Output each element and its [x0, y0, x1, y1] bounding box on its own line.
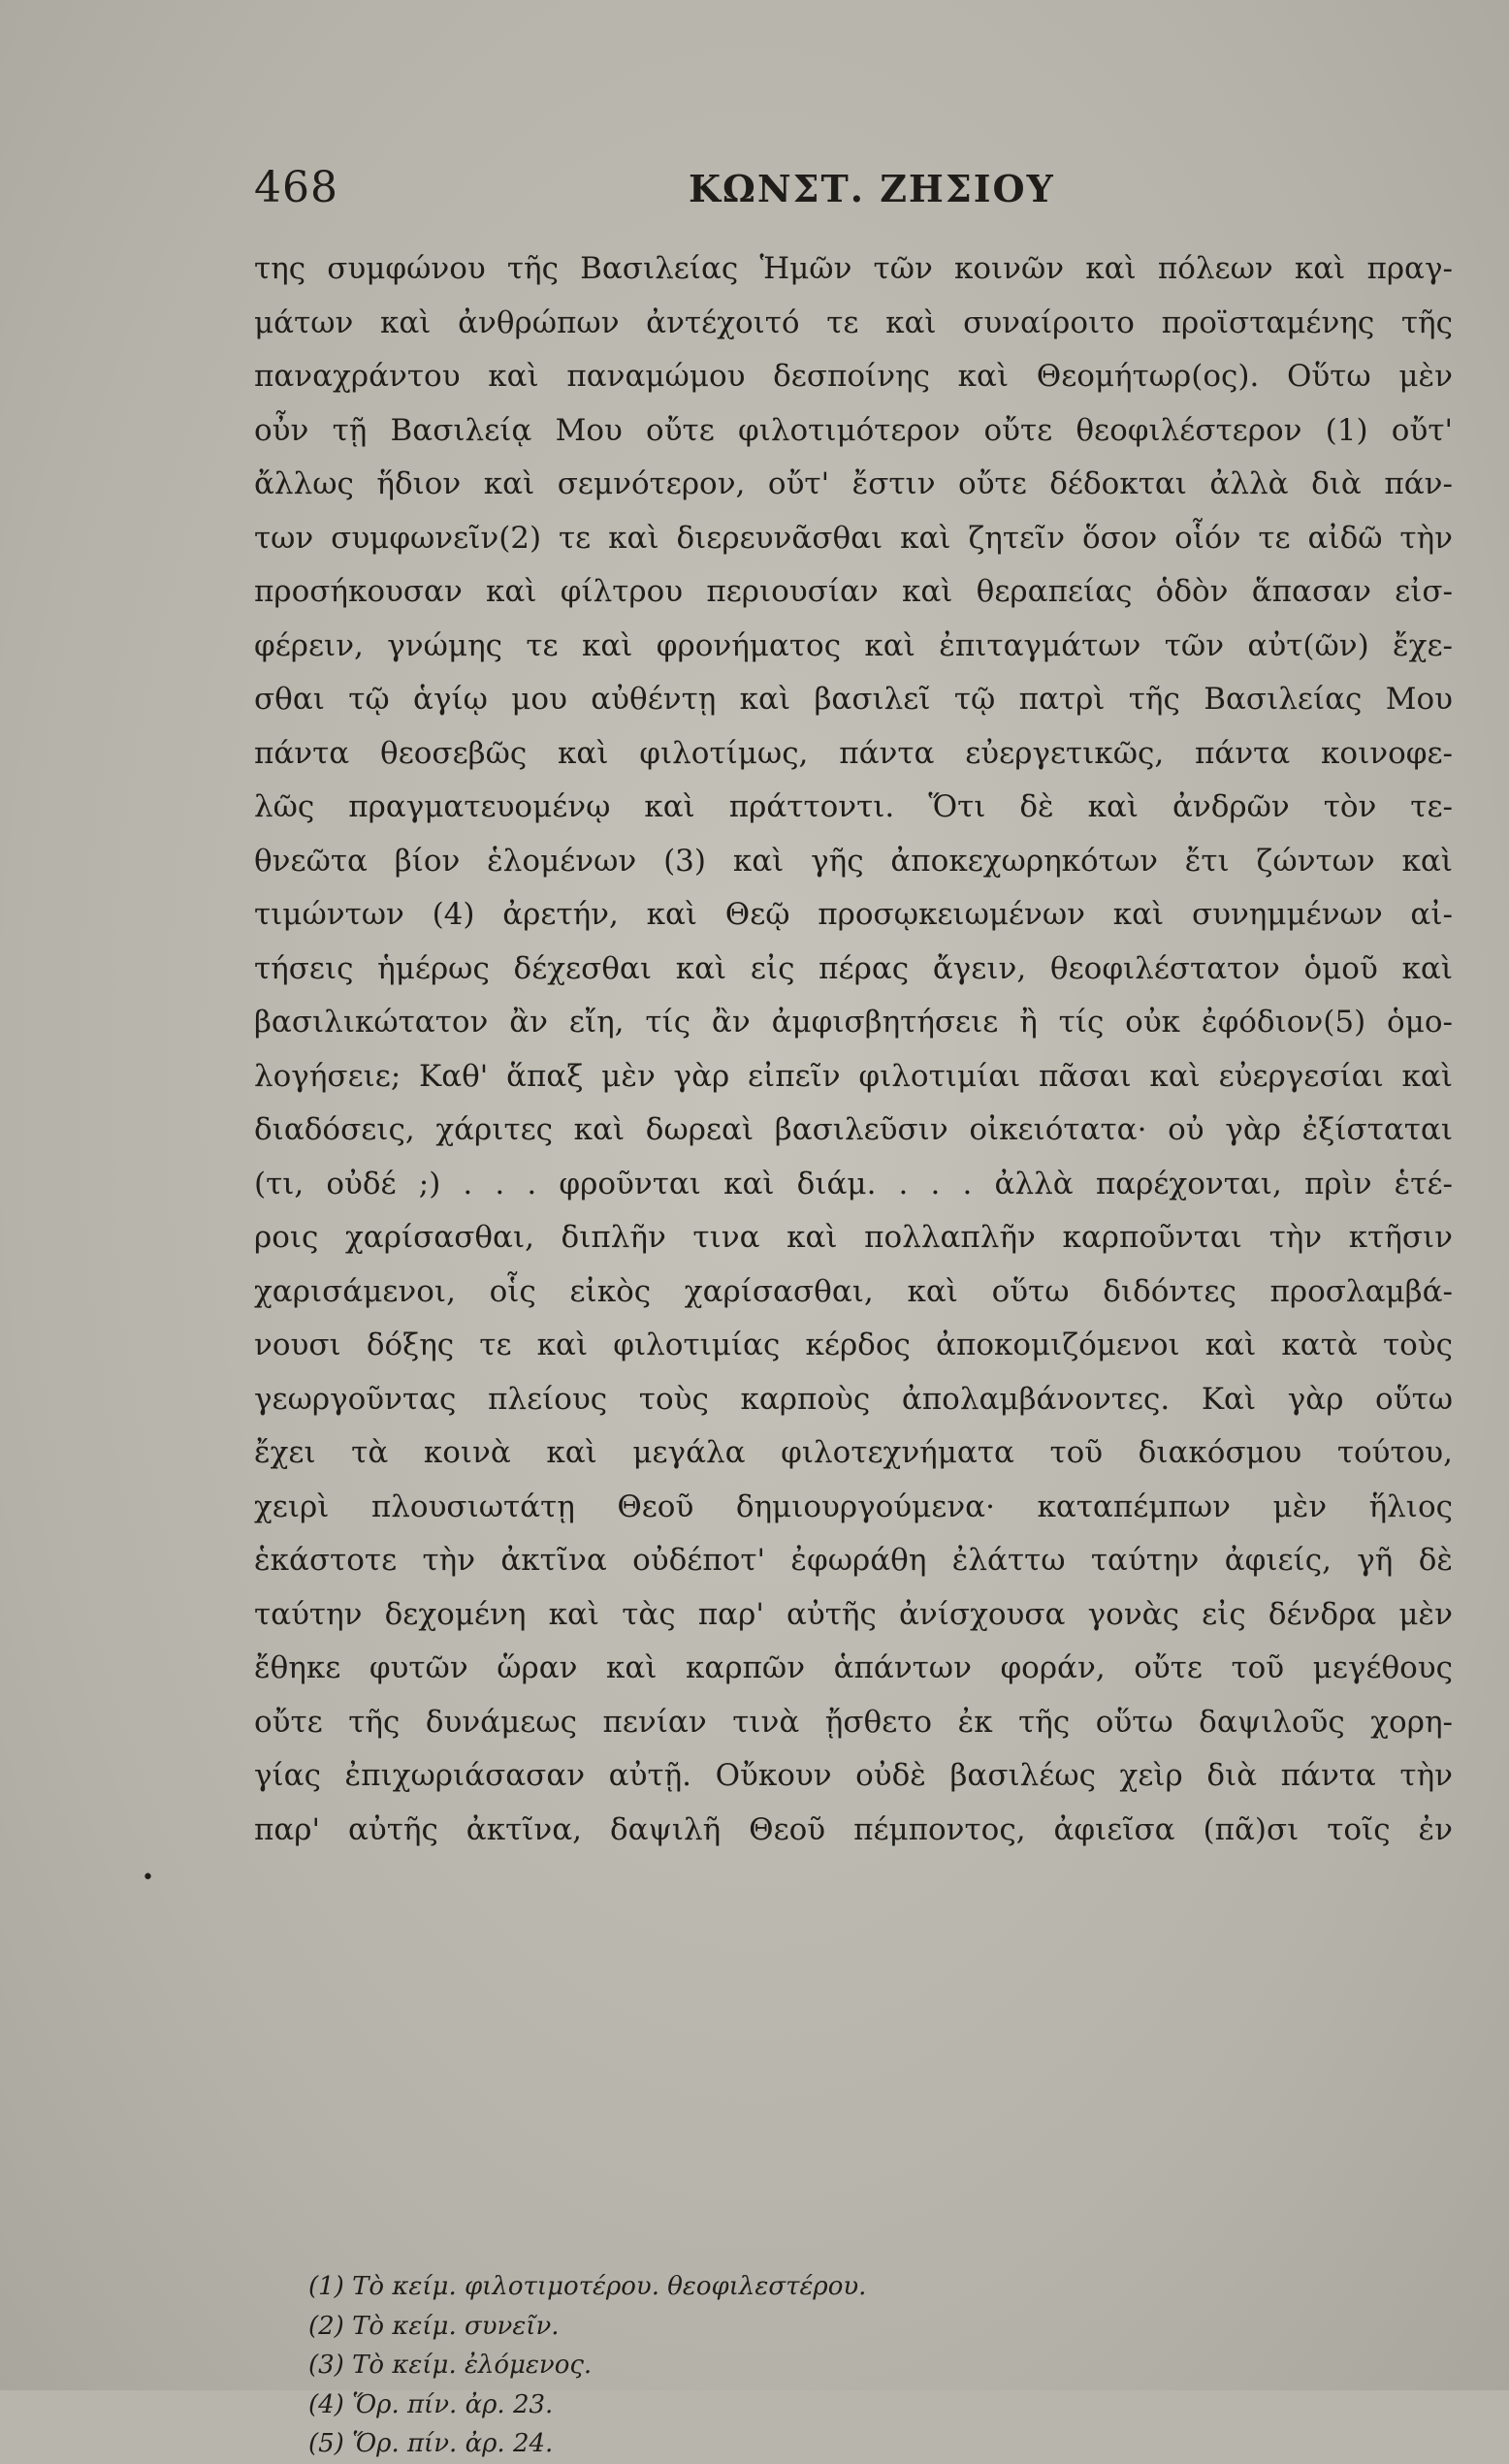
text-line: φέρειν, γνώμης τε καὶ φρονήματος καὶ ἐπιταγμάτων τῶν αὐτ(ῶν) ἔχε-: [254, 627, 1453, 663]
footnote: (3) Τὸ κείμ. ἐλόμενος.: [308, 2351, 593, 2380]
text-line: οὔτε τῆς δυνάμεως πενίαν τινὰ ᾔσθετο ἐκ τῆς οὕτω δαψιλοῦς χορη-: [254, 1704, 1453, 1740]
text-line: ταύτην δεχομένη καὶ τὰς παρ' αὐτῆς ἀνίσχουσα γονὰς εἰς δένδρα μὲν: [254, 1596, 1453, 1632]
margin-mark: •: [142, 1866, 154, 1890]
text-line: των συμφωνεῖν(2) τε καὶ διερευνᾶσθαι καὶ ζητεῖν ὅσον οἷόν τε αἰδῶ τὴν: [254, 520, 1453, 556]
text-line: σθαι τῷ ἁγίῳ μου αὐθέντῃ καὶ βασιλεῖ τῷ πατρὶ τῆς Βασιλείας Μου: [254, 682, 1453, 717]
text-line: λογήσειε; Καθ' ἅπαξ μὲν γὰρ εἰπεῖν φιλοτιμίαι πᾶσαι καὶ εὐεργεσίαι καὶ: [254, 1058, 1453, 1094]
text-line: ἔχει τὰ κοινὰ καὶ μεγάλα φιλοτεχνήματα τοῦ διακόσμου τούτου,: [254, 1435, 1453, 1470]
text-line: της συμφώνου τῆς Βασιλείας Ἡμῶν τῶν κοινῶν καὶ πόλεων καὶ πραγ-: [254, 251, 1453, 286]
text-line: βασιλικώτατον ἂν εἴη, τίς ἂν ἀμφισβητήσειε ἢ τίς οὐκ ἐφόδιον(5) ὁμο-: [254, 1005, 1453, 1040]
text-line: τήσεις ἡμέρως δέχεσθαι καὶ εἰς πέρας ἄγειν, θεοφιλέστατον ὁμοῦ καὶ: [254, 950, 1453, 986]
text-line: οὖν τῇ Βασιλείᾳ Μου οὔτε φιλοτιμότερον οὔτε θεοφιλέστερον (1) οὔτ': [254, 412, 1453, 448]
footnotes: [308, 2267, 1181, 2464]
footnote: (5) Ὅρ. πίν. ἀρ. 24.: [308, 2429, 554, 2458]
text-line: χειρὶ πλουσιωτάτῃ Θεοῦ δημιουργούμενα· καταπέμπων μὲν ἥλιος: [254, 1488, 1453, 1524]
footnote: (4) Ὅρ. πίν. ἀρ. 23.: [308, 2389, 554, 2419]
text-line: ἄλλως ἥδιον καὶ σεμνότερον, οὔτ' ἔστιν οὔτε δέδοκται ἀλλὰ διὰ πάν-: [254, 466, 1453, 501]
text-line: παναχράντου καὶ παναμώμου δεσποίνης καὶ Θεομήτωρ(ος). Οὕτω μὲν: [254, 359, 1453, 394]
text-line: ροις χαρίσασθαι, διπλῆν τινα καὶ πολλαπλῆν καρποῦνται τὴν κτῆσιν: [254, 1220, 1453, 1255]
text-line: χαρισάμενοι, οἷς εἰκὸς χαρίσασθαι, καὶ οὕτω διδόντες προσλαμβά-: [254, 1273, 1453, 1309]
text-line: νουσι δόξης τε καὶ φιλοτιμίας κέρδος ἀποκομιζόμενοι καὶ κατὰ τοὺς: [254, 1328, 1453, 1362]
text-line: λῶς πραγματευομένῳ καὶ πράττοντι. Ὅτι δὲ καὶ ἀνδρῶν τὸν τε-: [254, 789, 1453, 824]
text-line: παρ' αὐτῆς ἀκτῖνα, δαψιλῆ Θεοῦ πέμποντος, ἀφιεῖσα (πᾶ)σι τοῖς ἐν: [254, 1811, 1453, 1847]
running-head: ΚΩΝΣΤ. ΖΗΣΙΟΥ: [689, 167, 1055, 210]
text-line: μάτων καὶ ἀνθρώπων ἀντέχοιτό τε καὶ συναίροιτο προϊσταμένης τῆς: [254, 304, 1453, 340]
text-line: πάντα θεοσεβῶς καὶ φιλοτίμως, πάντα εὐεργετικῶς, πάντα κοινοφε-: [254, 735, 1453, 771]
page-header: [254, 163, 1453, 221]
footnote: (1) Τὸ κείμ. φιλοτιμοτέρου. θεοφιλεστέρου.: [308, 2272, 867, 2301]
footnote: (2) Τὸ κείμ. συνεῖν.: [308, 2311, 560, 2341]
text-line: ἔθηκε φυτῶν ὥραν καὶ καρπῶν ἁπάντων φοράν, οὔτε τοῦ μεγέθους: [254, 1650, 1453, 1685]
text-line: προσήκουσαν καὶ φίλτρου περιουσίαν καὶ θεραπείας ὁδὸν ἅπασαν εἰσ-: [254, 574, 1453, 609]
text-line: (τι, οὐδέ ;) . . . φροῦνται καὶ διάμ. . . . ἀλλὰ παρέχονται, πρὶν ἑτέ-: [254, 1166, 1453, 1201]
text-line: ἑκάστοτε τὴν ἀκτῖνα οὐδέποτ' ἐφωράθη ἐλάττω ταύτην ἀφιείς, γῆ δὲ: [254, 1543, 1453, 1578]
text-line: γίας ἐπιχωριάσασαν αὐτῇ. Οὔκουν οὐδὲ βασιλέως χεὶρ διὰ πάντα τὴν: [254, 1758, 1453, 1793]
text-line: τιμώντων (4) ἀρετήν, καὶ Θεῷ προσῳκειωμένων καὶ συνημμένων αἰ-: [254, 897, 1453, 932]
text-line: θνεῶτα βίον ἑλομένων (3) καὶ γῆς ἀποκεχωρηκότων ἔτι ζώντων καὶ: [254, 843, 1453, 879]
text-line: διαδόσεις, χάριτες καὶ δωρεαὶ βασιλεῦσιν οἰκειότατα· οὐ γὰρ ἐξίσταται: [254, 1112, 1453, 1147]
text-line: γεωργοῦντας πλείους τοὺς καρποὺς ἀπολαμβάνοντες. Καὶ γὰρ οὕτω: [254, 1381, 1453, 1417]
page-number: 468: [254, 163, 338, 212]
body-text: [254, 242, 1453, 1857]
